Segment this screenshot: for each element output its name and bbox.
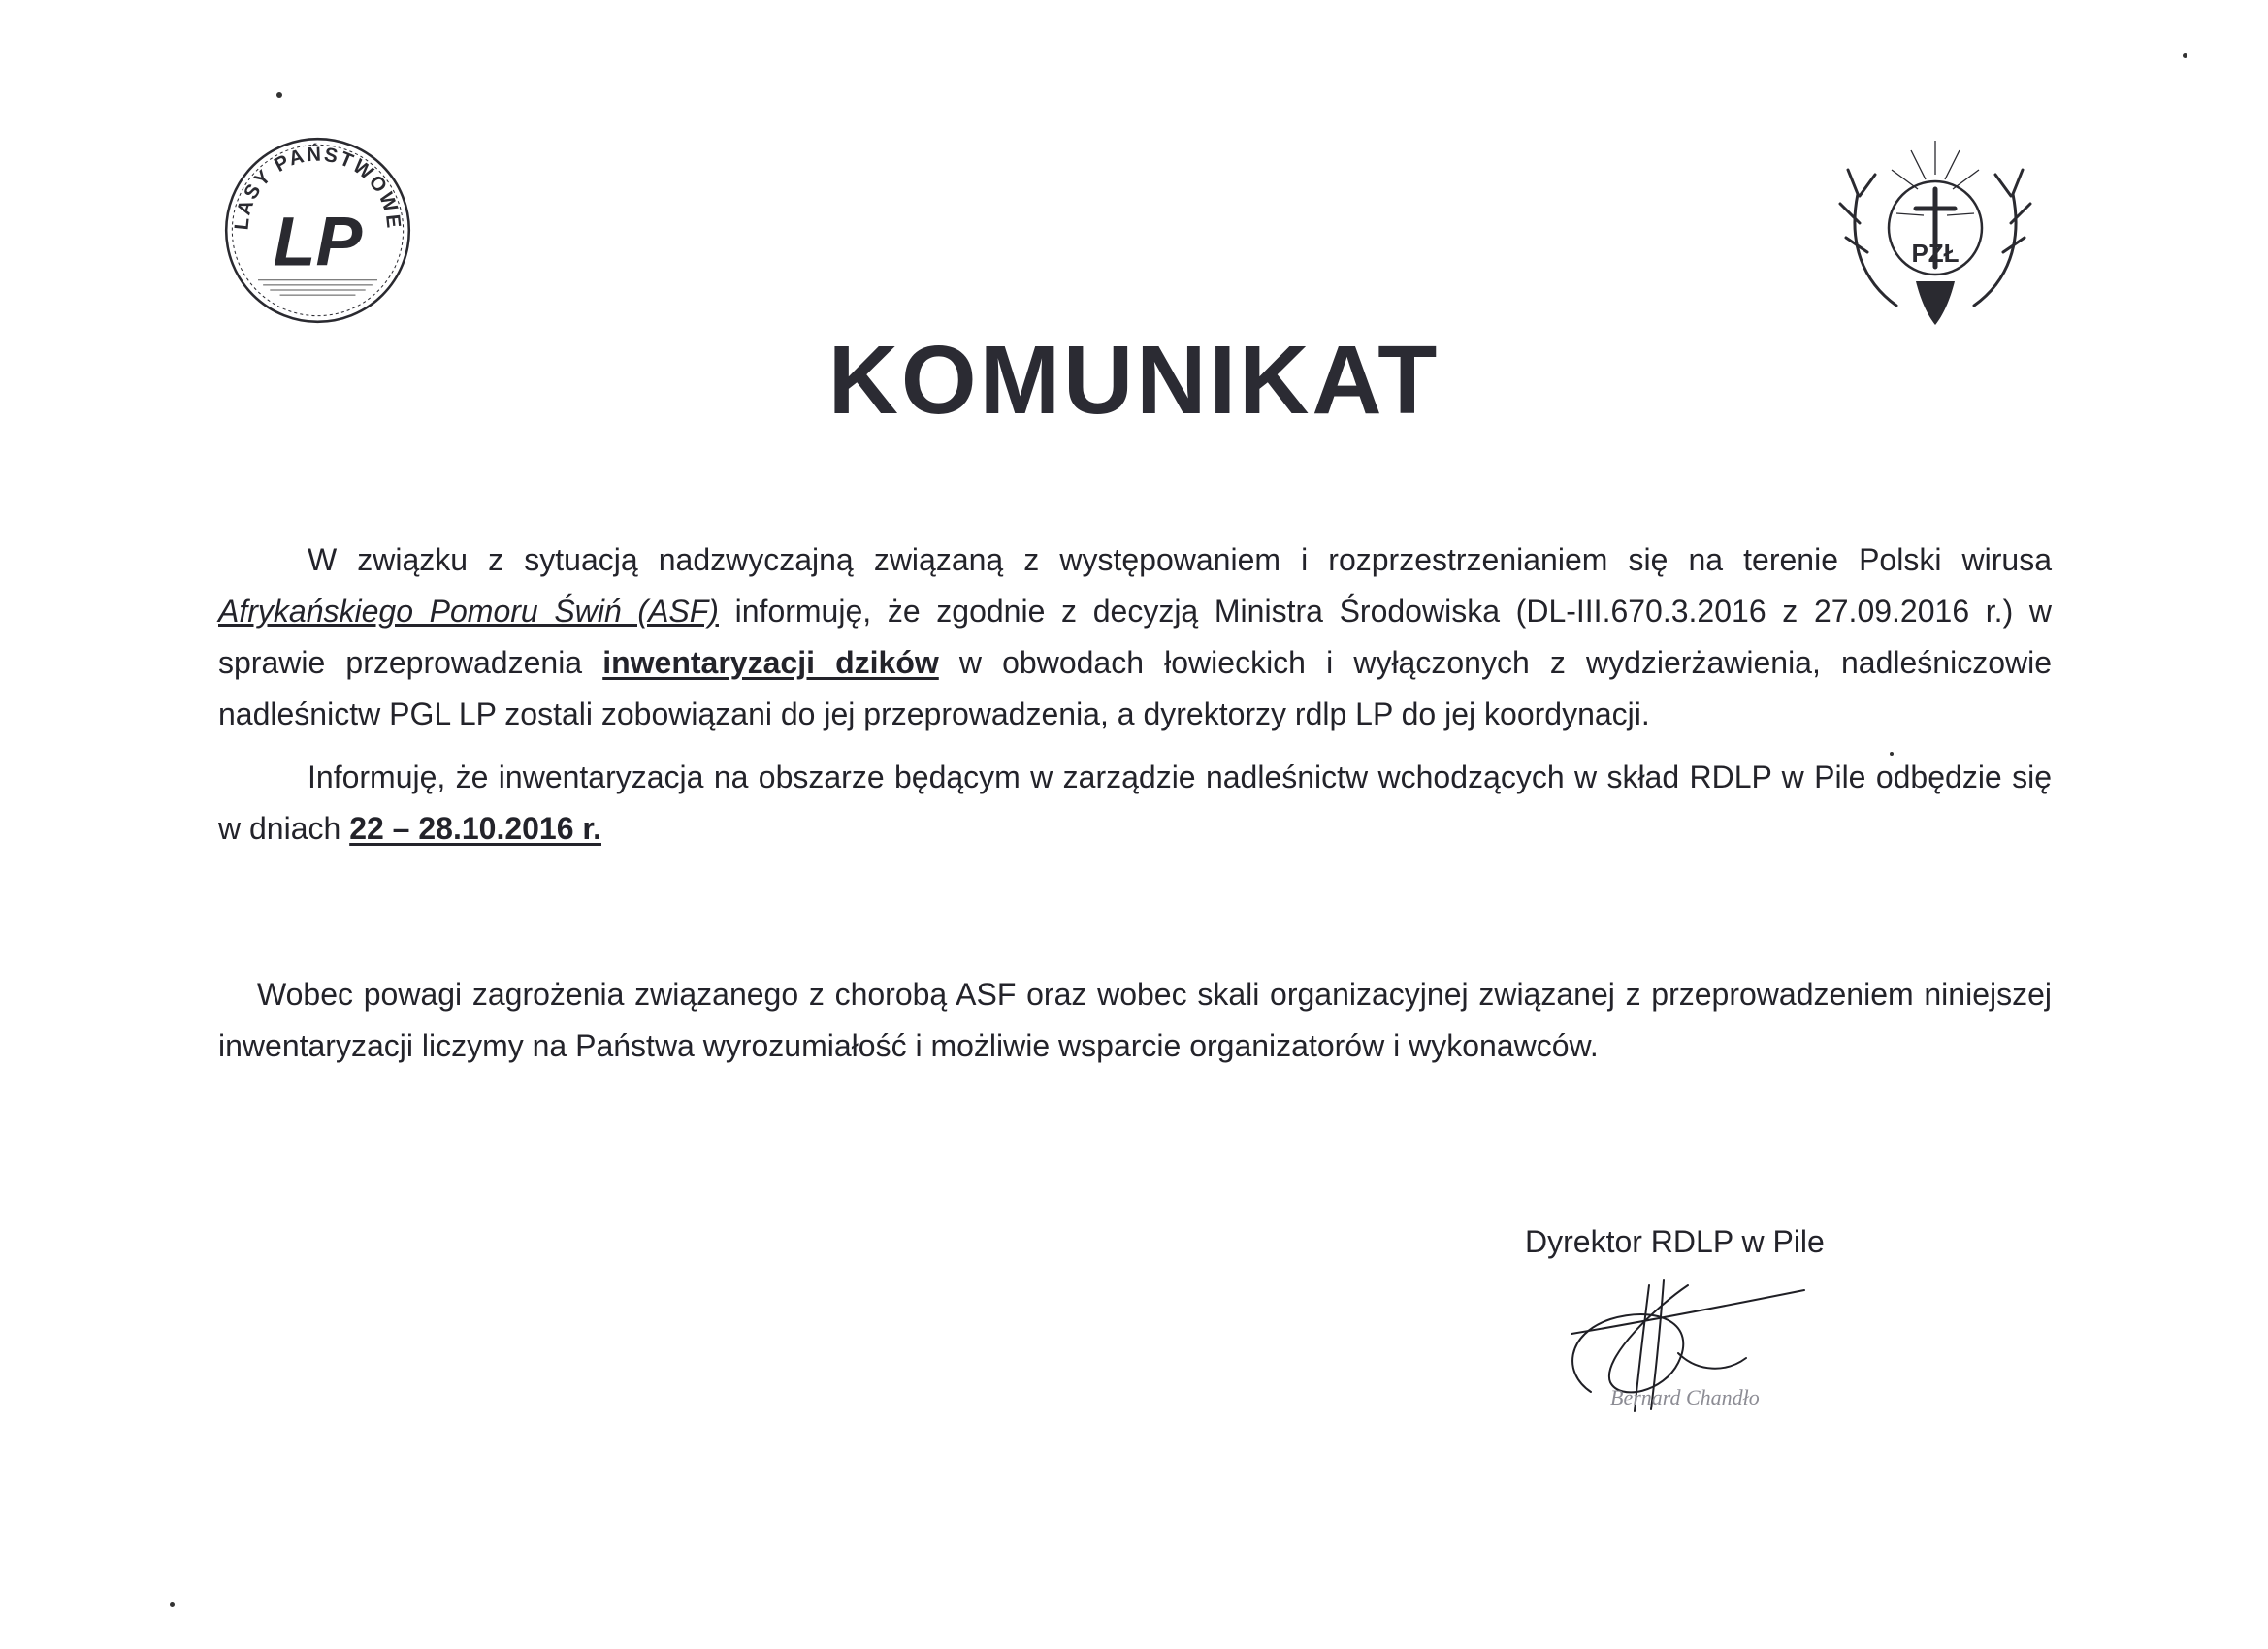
svg-text:LASY PAŃSTWOWE: LASY PAŃSTWOWE	[230, 143, 405, 232]
scan-speck	[276, 92, 282, 98]
pzl-monogram: PZŁ	[1911, 239, 1960, 268]
signature-stamp-text: Bernard Chandło	[1610, 1385, 1760, 1409]
paragraph-2: Informuję, że inwentaryzacja na obszarze będącym w zarządzie nadleśnictw wchodzących w skład RDLP w Pile odbędzie się w dniach 22 – 28.10.2016 r.	[218, 760, 2052, 846]
scan-speck	[1890, 752, 1894, 756]
paragraph-1: W związku z sytuacją nadzwyczajną związaną z występowaniem i rozprzestrzenianiem się na terenie Polski wirusa Afrykańskiego Pomoru Świń (ASF) informuję, że zgodnie z decyzją Ministra Środowiska (DL-III.670.3.2016 z 27.09.2016 r.) w sprawie przeprowadzenia inwentaryzacji dzików w obwodach łowieckich i wyłączonych z wydzierżawienia, nadleśniczowie nadleśnictw PGL LP zostali zobowiązani do jej przeprowadzenia, a dyrektorzy rdlp LP do jej koordynacji.	[218, 542, 2053, 731]
inventory-phrase: inwentaryzacji dzików	[602, 645, 939, 680]
lp-monogram: LP	[273, 203, 363, 281]
signature-block	[1525, 1224, 2010, 1260]
signatory-title: Dyrektor RDLP w Pile	[1525, 1224, 1825, 1259]
pzl-emblem-icon	[1838, 136, 2032, 330]
paragraph-3: Wobec powagi zagrożenia związanego z chorobą ASF oraz wobec skali organizacyjnej związanej z przeprowadzeniem niniejszej inwentaryzacji liczymy na Państwa wyrozumiałość i możliwie wsparcie organizatorów i wykonawców.	[218, 977, 2052, 1063]
scan-speck	[170, 1602, 175, 1607]
scan-speck	[2183, 53, 2187, 58]
date-range: 22 – 28.10.2016 r.	[349, 811, 601, 846]
disease-name: Afrykańskiego Pomoru Świń (ASF)	[218, 594, 719, 629]
lasy-panstwowe-logo-icon	[218, 131, 417, 330]
document-title: KOMUNIKAT	[827, 326, 1441, 435]
